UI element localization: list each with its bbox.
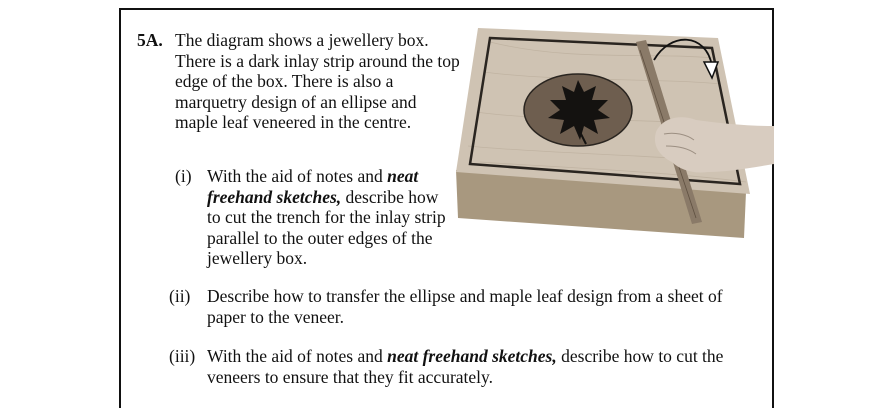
part-text: With the aid of notes and neat freehand sketches, describe how to cut the veneers to ensure that they fit accurately. [207,346,724,387]
part-label: (ii) [169,286,191,306]
jewellery-box-figure [450,22,774,240]
part-text: With the aid of notes and neat freehand sketches, describe how to cut the trench for the inlay strip parallel to the outer edges of the jewellery box. [207,166,446,268]
part-label: (i) [175,166,192,186]
question-number: 5A. [137,30,163,50]
part-text: Describe how to transfer the ellipse and maple leaf design from a sheet of paper to the veneer. [207,286,723,327]
emphasis-text: neat freehand sketches, [387,346,557,366]
part-label: (iii) [169,346,196,366]
question-intro: The diagram shows a jewellery box. There is a dark inlay strip around the top edge of the box. There is also a marquetry design of an ellipse and maple leaf veneered in the centre. [175,30,460,132]
emphasis-text: neat freehand sketches, [207,166,419,207]
